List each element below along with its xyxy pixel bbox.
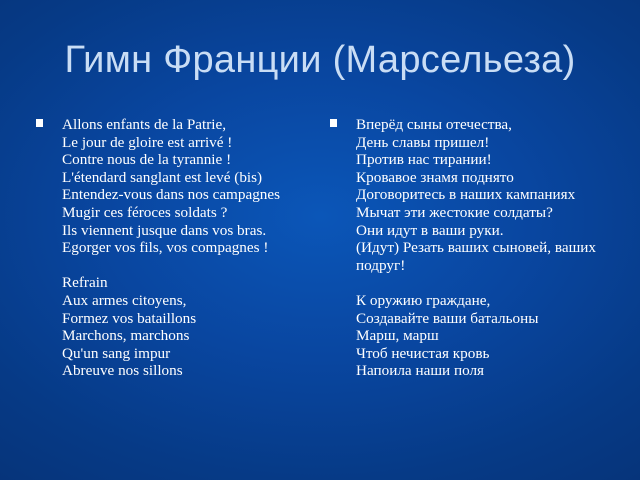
lyric-line: Кровавое знамя поднято (356, 168, 514, 186)
lyric-line: Мычат эти жестокие солдаты? (356, 203, 553, 221)
bullet-icon (36, 119, 43, 127)
lyric-line: Они идут в ваши руки. (356, 221, 504, 239)
lyric-line: Contre nous de la tyrannie ! (62, 151, 232, 169)
french-lyrics-text (62, 116, 304, 380)
lyric-line: Mugir ces féroces soldats ? (62, 203, 228, 221)
refrain-heading: Refrain (62, 274, 108, 292)
lyric-line: Marchons, marchons (62, 327, 190, 345)
lyric-line: Allons enfants de la Patrie, (62, 116, 227, 133)
lyric-line: Egorger vos fils, vos compagnes ! (62, 239, 269, 257)
lyric-line: Entendez-vous dans nos campagnes (62, 186, 281, 204)
lyric-line: Марш, марш (356, 327, 439, 345)
french-lyrics-column (36, 116, 304, 380)
stanza-gap (62, 257, 304, 275)
lyric-line: Вперёд сыны отечества, (356, 116, 512, 133)
lyric-line: Le jour de gloire est arrivé ! (62, 133, 233, 151)
russian-lyrics-column (330, 116, 604, 380)
slide-title: Гимн Франции (Марсельеза) (64, 39, 576, 81)
lyric-line: Abreuve nos sillons (62, 362, 183, 380)
lyric-line: (Идут) Резать ваших сыновей, ваших подруг! (356, 239, 596, 274)
stanza-gap (356, 274, 604, 292)
russian-lyrics-text (356, 116, 604, 380)
lyric-line: Создавайте ваши батальоны (356, 309, 539, 327)
lyric-line: К оружию граждане, (356, 291, 491, 309)
lyric-line: Ils viennent jusque dans vos bras. (62, 221, 267, 239)
lyric-line: Чтоб нечистая кровь (356, 344, 490, 362)
lyric-line: Formez vos bataillons (62, 309, 197, 327)
lyric-line: L'étendard sanglant est levé (bis) (62, 168, 263, 186)
lyric-line: Qu'un sang impur (62, 344, 171, 362)
lyric-line: Aux armes citoyens, (62, 291, 187, 309)
lyric-line: Напоила наши поля (356, 362, 485, 380)
lyric-line: Договоритесь в наших кампаниях (356, 186, 576, 204)
lyric-line: Против нас тирании! (356, 151, 492, 169)
bullet-icon (330, 119, 337, 127)
lyric-line: День славы пришел! (356, 133, 490, 151)
